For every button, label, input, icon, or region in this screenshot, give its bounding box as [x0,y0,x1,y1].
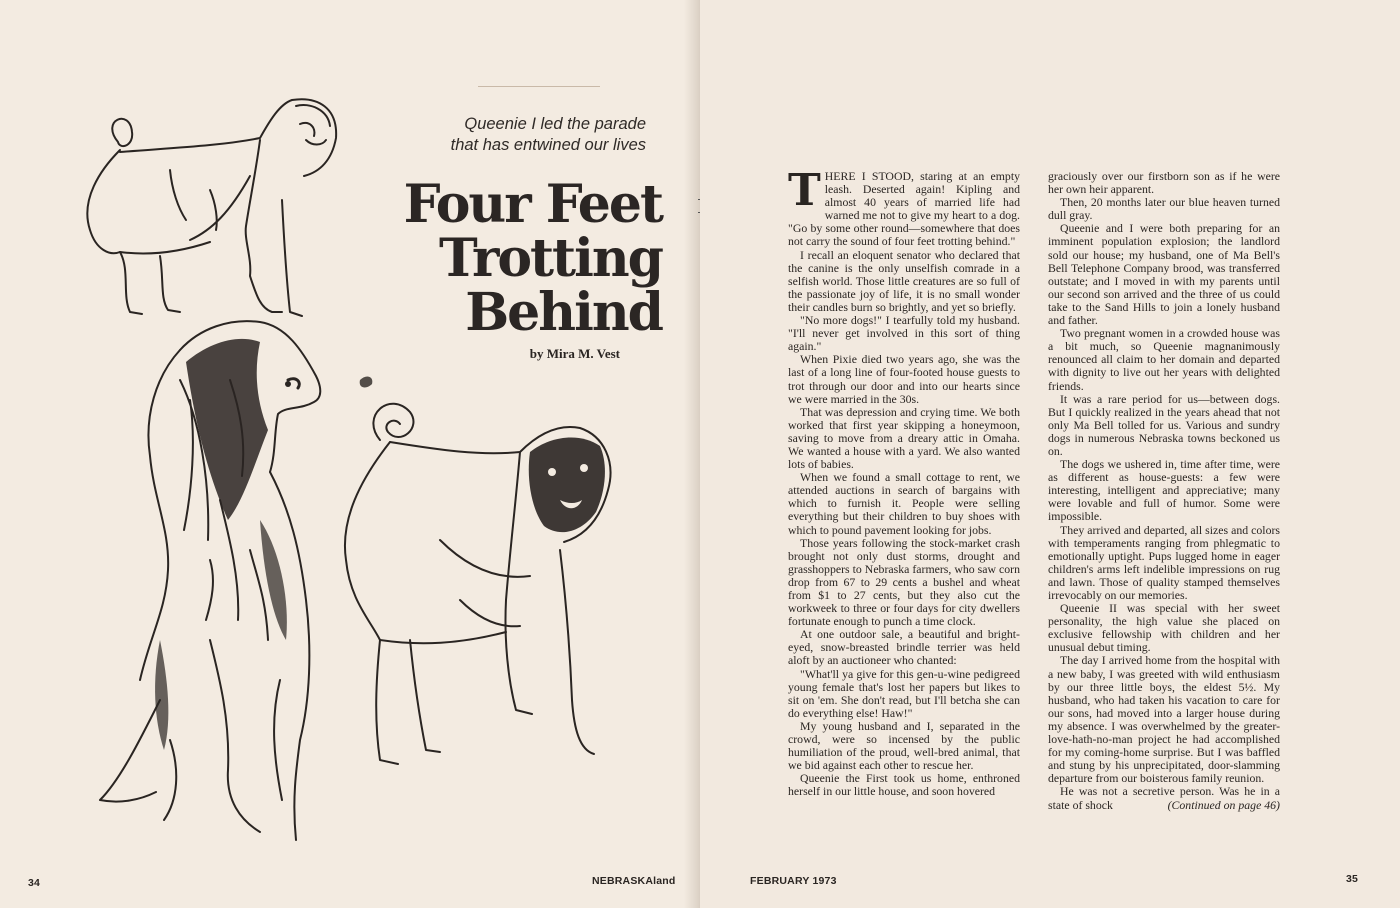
paragraph: Queenie II was special with her sweet personality, the high value she placed on exclusive fellowship with children and her unusual debut timing. [1048,601,1280,655]
dog-sketch-illustration [60,80,660,860]
title-line-1: Four Feet [403,174,662,235]
paragraph: They arrived and departed, all sizes and colors with temperaments ranging from phlegmatic to emotionally uptight. Pups lugged home in eager children's arms left indelible impressions on rug and lawn. Those of quality stamped themselves irrevocably on our memories. [1048,522,1280,602]
right-page-number: 35 [1346,873,1359,885]
paragraph: That was depression and crying time. We both worked that first year skipping a honeymoon, saving to move from a dreary attic in Omaha. We wanted a house with a yard. We also wanted lots of babies. [788,404,1020,472]
body-column-2 [1048,170,1280,812]
paragraph-text: HERE I STOOD, staring at an empty leash. Deserted again! Kipling and almost 40 years of married life had warned me not to give my heart to a dog. "Go by some other round—somewhere that does not carry the sound of four feet trotting behind." [788,169,1020,249]
paragraph: "No more dogs!" I tearfully told my husband. "I'll never get involved in this sort of thing again." [788,313,1020,354]
paragraph: It was a rare period for us—between dogs. But I quickly realized in the years ahead that not only Ma Bell tolled for us. Various and sundry dogs in numerous Nebraska towns beckoned us on. [1048,391,1280,458]
left-running-footer: NEBRASKAland [592,875,676,887]
continued-note: (Continued on page 46) [1167,797,1280,812]
spaniel-shading [155,339,291,750]
paragraph: When we found a small cottage to rent, we attended auctions in search of bargains with which to furnish it. People were selling everything but their children to buy shoes with which to pound pavement looking for jobs. [788,470,1020,537]
pug-face-shading [360,377,605,533]
left-page-number: 34 [28,877,41,889]
paragraph: Then, 20 months later our blue heaven turned dull gray. [1048,195,1280,223]
paragraph: Queenie the First took us home, enthroned herself in our little house, and soon hovered [788,771,1020,799]
body-column-1 [788,165,1020,799]
paragraph [1048,785,1280,811]
standing-pug-sketch [87,99,336,316]
drop-cap: T [788,165,821,216]
paragraph-text: He was not a secretive person. Was he in a state of shock [1048,784,1280,812]
paragraph: When Pixie died two years ago, she was the last of a long line of four-footed house guests to trot through our door and into our hearts since we were married in the 30s. [788,352,1020,406]
paragraph [788,165,1020,249]
paragraph: At one outdoor sale, a beautiful and bright-eyed, snow-breasted brindle terrier was held aloft by an auctioneer who chanted: [788,627,1020,668]
paragraph: My young husband and I, separated in the crowd, were so incensed by the public humiliation of the proud, well-bred animal, that we bid against each other to rescue her. [788,718,1020,773]
subtitle-line-2: that has entwined our lives [450,136,646,154]
paragraph: The day I arrived home from the hospital with a new baby, I was greeted with wild enthusiasm by our three little boys, the eldest 5½. My husband, who had taken his vacation to care for our sons, had moved into a larger house during my absence. I was overwhelmed by the greater-love-hath-no-man project he had accomplished for my coming-home surprise. But I was baffled and stung by his unprecipitated, door-slamming departure from our boisterous family reunion. [1048,653,1280,786]
paragraph: The dogs we ushered in, time after time, were as different as house-guests: a few were interesting, intelligent and appreciative; many were lovable and full of humor. Some were impossible. [1048,457,1280,524]
byline: by Mira M. Vest [529,346,620,361]
paragraph: Two pregnant women in a crowded house was a bit much, so Queenie magnanimously renounced all claim to her domain and departed with dignity to live out her years with delighted friends. [1048,326,1280,393]
title-line-3: Behind [465,282,662,343]
paragraph: "What'll ya give for this gen-u-wine pedigreed young female that's lost her papers but likes to sit on 'em. She don't read, but I'll betcha she can do everything else! Haw!" [788,666,1020,720]
paragraph: I recall an eloquent senator who declared that the canine is the only unselfish comrade in a selfish world. Those little creatures are so full of the passionate joy of life, it is no small wonder their candles burn so brightly, and yet so briefly. [788,247,1020,314]
right-running-footer: FEBRUARY 1973 [750,875,837,887]
paragraph: Queenie and I were both preparing for an imminent population explosion; the landlord sold our house; my husband, one of Ma Bell's Bell Telephone Company brood, was transferred outstate; and I moved in with my parents until our second son arrived and the three of us could take to the Sand Hills to join a lonely husband and father. [1048,221,1280,328]
paragraph: Those years following the stock-market crash brought not only dust storms, drought and grasshoppers to Nebraska farmers, who saw corn drop from 67 to 29 cents a bushel and wheat from $1 to 27 cents, but they also cut the workweek to three or four days for city dwellers fortunate enough to punch a time clock. [788,535,1020,629]
subtitle-line-1: Queenie I led the parade [464,115,646,133]
paragraph: graciously over our firstborn son as if he were her own heir apparent. [1048,169,1280,197]
title-line-2: Trotting [439,228,662,289]
